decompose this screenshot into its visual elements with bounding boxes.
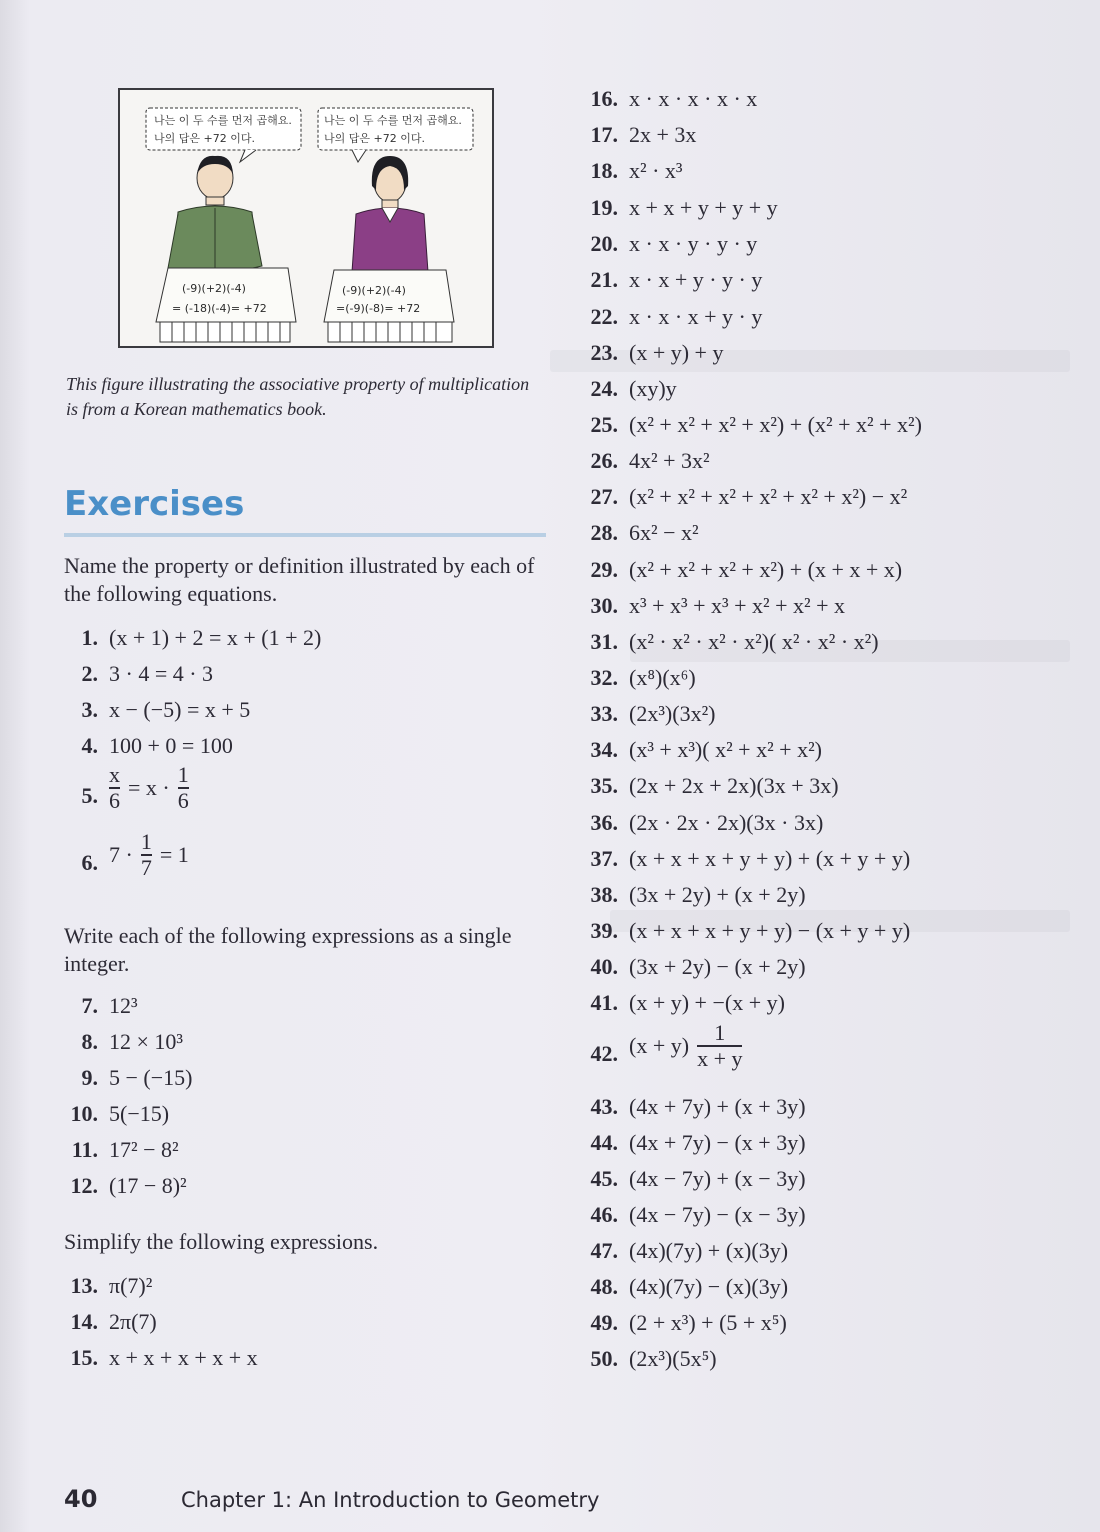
exercise-37: 37. (x + x + x + y + y) + (x + y + y) — [590, 846, 911, 871]
exercise-16: 16. x · x · x · x · x — [590, 86, 758, 111]
exercise-21: 21. x · x + y · y · y — [590, 267, 763, 292]
exercise-46: 46. (4x − 7y) − (x − 3y) — [590, 1202, 806, 1227]
left-desk — [156, 268, 296, 342]
instructions-part2: Write each of the following expressions as a single integer. — [64, 923, 512, 976]
right-board-line2: =(-9)(-8)= +72 — [336, 302, 421, 315]
figure-caption: This figure illustrating the associative property of multiplication is from a Korean mathematics book. — [66, 374, 530, 419]
exercise-39: 39. (x + x + x + y + y) − (x + y + y) — [590, 918, 911, 943]
exercise-14: 14. 2π(7) — [70, 1309, 157, 1334]
right-desk — [324, 270, 454, 342]
exercise-38: 38. (3x + 2y) + (x + 2y) — [590, 882, 806, 907]
exercise-1: 1. (x + 1) + 2 = x + (1 + 2) — [81, 625, 322, 650]
korean-textbook-illustration — [118, 88, 494, 348]
exercise-33: 33. (2x³)(3x²) — [590, 701, 716, 726]
exercise-12: 12. (17 − 8)² — [70, 1173, 187, 1198]
exercise-42: 42. (x + y) $\frac{1}{x + y}$ — [590, 1020, 743, 1071]
exercise-8: 8. 12 × 10³ — [81, 1029, 184, 1054]
exercise-41: 41. (x + y) + −(x + y) — [590, 990, 785, 1015]
exercise-29: 29. (x² + x² + x² + x²) + (x + x + x) — [590, 557, 903, 582]
exercise-48: 48. (4x)(7y) − (x)(3y) — [590, 1274, 789, 1299]
exercise-6: 6. 7 · $\frac{1}{7}$ = 1 — [81, 829, 189, 880]
boy-figure — [168, 156, 262, 270]
left-board-line1: (-9)(+2)(-4) — [182, 282, 246, 295]
exercise-3: 3. x − (−5) = x + 5 — [81, 697, 251, 722]
exercise-10: 10. 5(−15) — [70, 1101, 170, 1126]
exercise-9: 9. 5 − (−15) — [81, 1065, 193, 1090]
running-head: Chapter 1: An Introduction to Geometry — [181, 1488, 600, 1512]
exercise-28: 28. 6x² − x² — [590, 520, 699, 545]
exercise-45: 45. (4x − 7y) + (x − 3y) — [590, 1166, 806, 1191]
exercise-23: 23. (x + y) + y — [590, 340, 724, 365]
exercise-15: 15. x + x + x + x + x — [70, 1345, 258, 1370]
right-board-line1: (-9)(+2)(-4) — [342, 284, 406, 297]
exercise-13: 13. π(7)² — [70, 1273, 153, 1298]
exercise-44: 44. (4x + 7y) − (x + 3y) — [590, 1130, 806, 1155]
exercise-20: 20. x · x · y · y · y — [590, 231, 758, 256]
left-bubble-line2: 나의 답은 +72 이다. — [154, 132, 255, 145]
exercise-47: 47. (4x)(7y) + (x)(3y) — [590, 1238, 789, 1263]
instructions-part1: Name the property or definition illustrated by each of the following equations. — [64, 553, 535, 606]
exercise-22: 22. x · x · x + y · y — [590, 304, 763, 329]
exercise-17: 17. 2x + 3x — [590, 122, 697, 147]
exercises-heading: Exercises — [64, 484, 245, 524]
right-bubble-line2: 나의 답은 +72 이다. — [324, 132, 425, 145]
exercise-7: 7. 12³ — [81, 993, 138, 1018]
right-bubble-line1: 나는 이 두 수를 먼저 곱해요. — [324, 114, 462, 127]
exercise-50: 50. (2x³)(5x⁵) — [590, 1346, 717, 1371]
exercise-18: 18. x² · x³ — [590, 158, 683, 183]
exercise-36: 36. (2x · 2x · 2x)(3x · 3x) — [590, 810, 824, 835]
exercise-5: 5. $\frac{x}{6}$ = x · $\frac{1}{6}$ — [81, 762, 189, 813]
exercise-31: 31. (x² · x² · x² · x²)( x² · x² · x²) — [590, 629, 879, 654]
exercise-25: 25. (x² + x² + x² + x²) + (x² + x² + x²) — [590, 412, 922, 437]
exercise-49: 49. (2 + x³) + (5 + x⁵) — [590, 1310, 787, 1335]
page-number: 40 — [64, 1485, 98, 1513]
exercise-2: 2. 3 · 4 = 4 · 3 — [81, 661, 214, 686]
girl-figure — [352, 156, 428, 272]
left-board-line2: = (-18)(-4)= +72 — [172, 302, 267, 315]
exercise-40: 40. (3x + 2y) − (x + 2y) — [590, 954, 806, 979]
exercise-32: 32. (x⁸)(x⁶) — [590, 665, 696, 690]
exercise-35: 35. (2x + 2x + 2x)(3x + 3x) — [590, 773, 839, 798]
heading-rule — [64, 533, 546, 537]
exercise-19: 19. x + x + y + y + y — [590, 195, 778, 220]
left-bubble-line1: 나는 이 두 수를 먼저 곱해요. — [154, 114, 292, 127]
exercise-11: 11. 17² − 8² — [71, 1137, 179, 1162]
exercise-27: 27. (x² + x² + x² + x² + x² + x²) − x² — [590, 484, 908, 509]
exercise-43: 43. (4x + 7y) + (x + 3y) — [590, 1094, 806, 1119]
exercise-4: 4. 100 + 0 = 100 — [81, 733, 233, 758]
exercise-26: 26. 4x² + 3x² — [590, 448, 710, 473]
exercise-30: 30. x³ + x³ + x³ + x² + x² + x — [590, 593, 846, 618]
instructions-part3: Simplify the following expressions. — [64, 1229, 379, 1254]
exercise-24: 24. (xy)y — [590, 376, 677, 401]
exercise-34: 34. (x³ + x³)( x² + x² + x²) — [590, 737, 823, 762]
